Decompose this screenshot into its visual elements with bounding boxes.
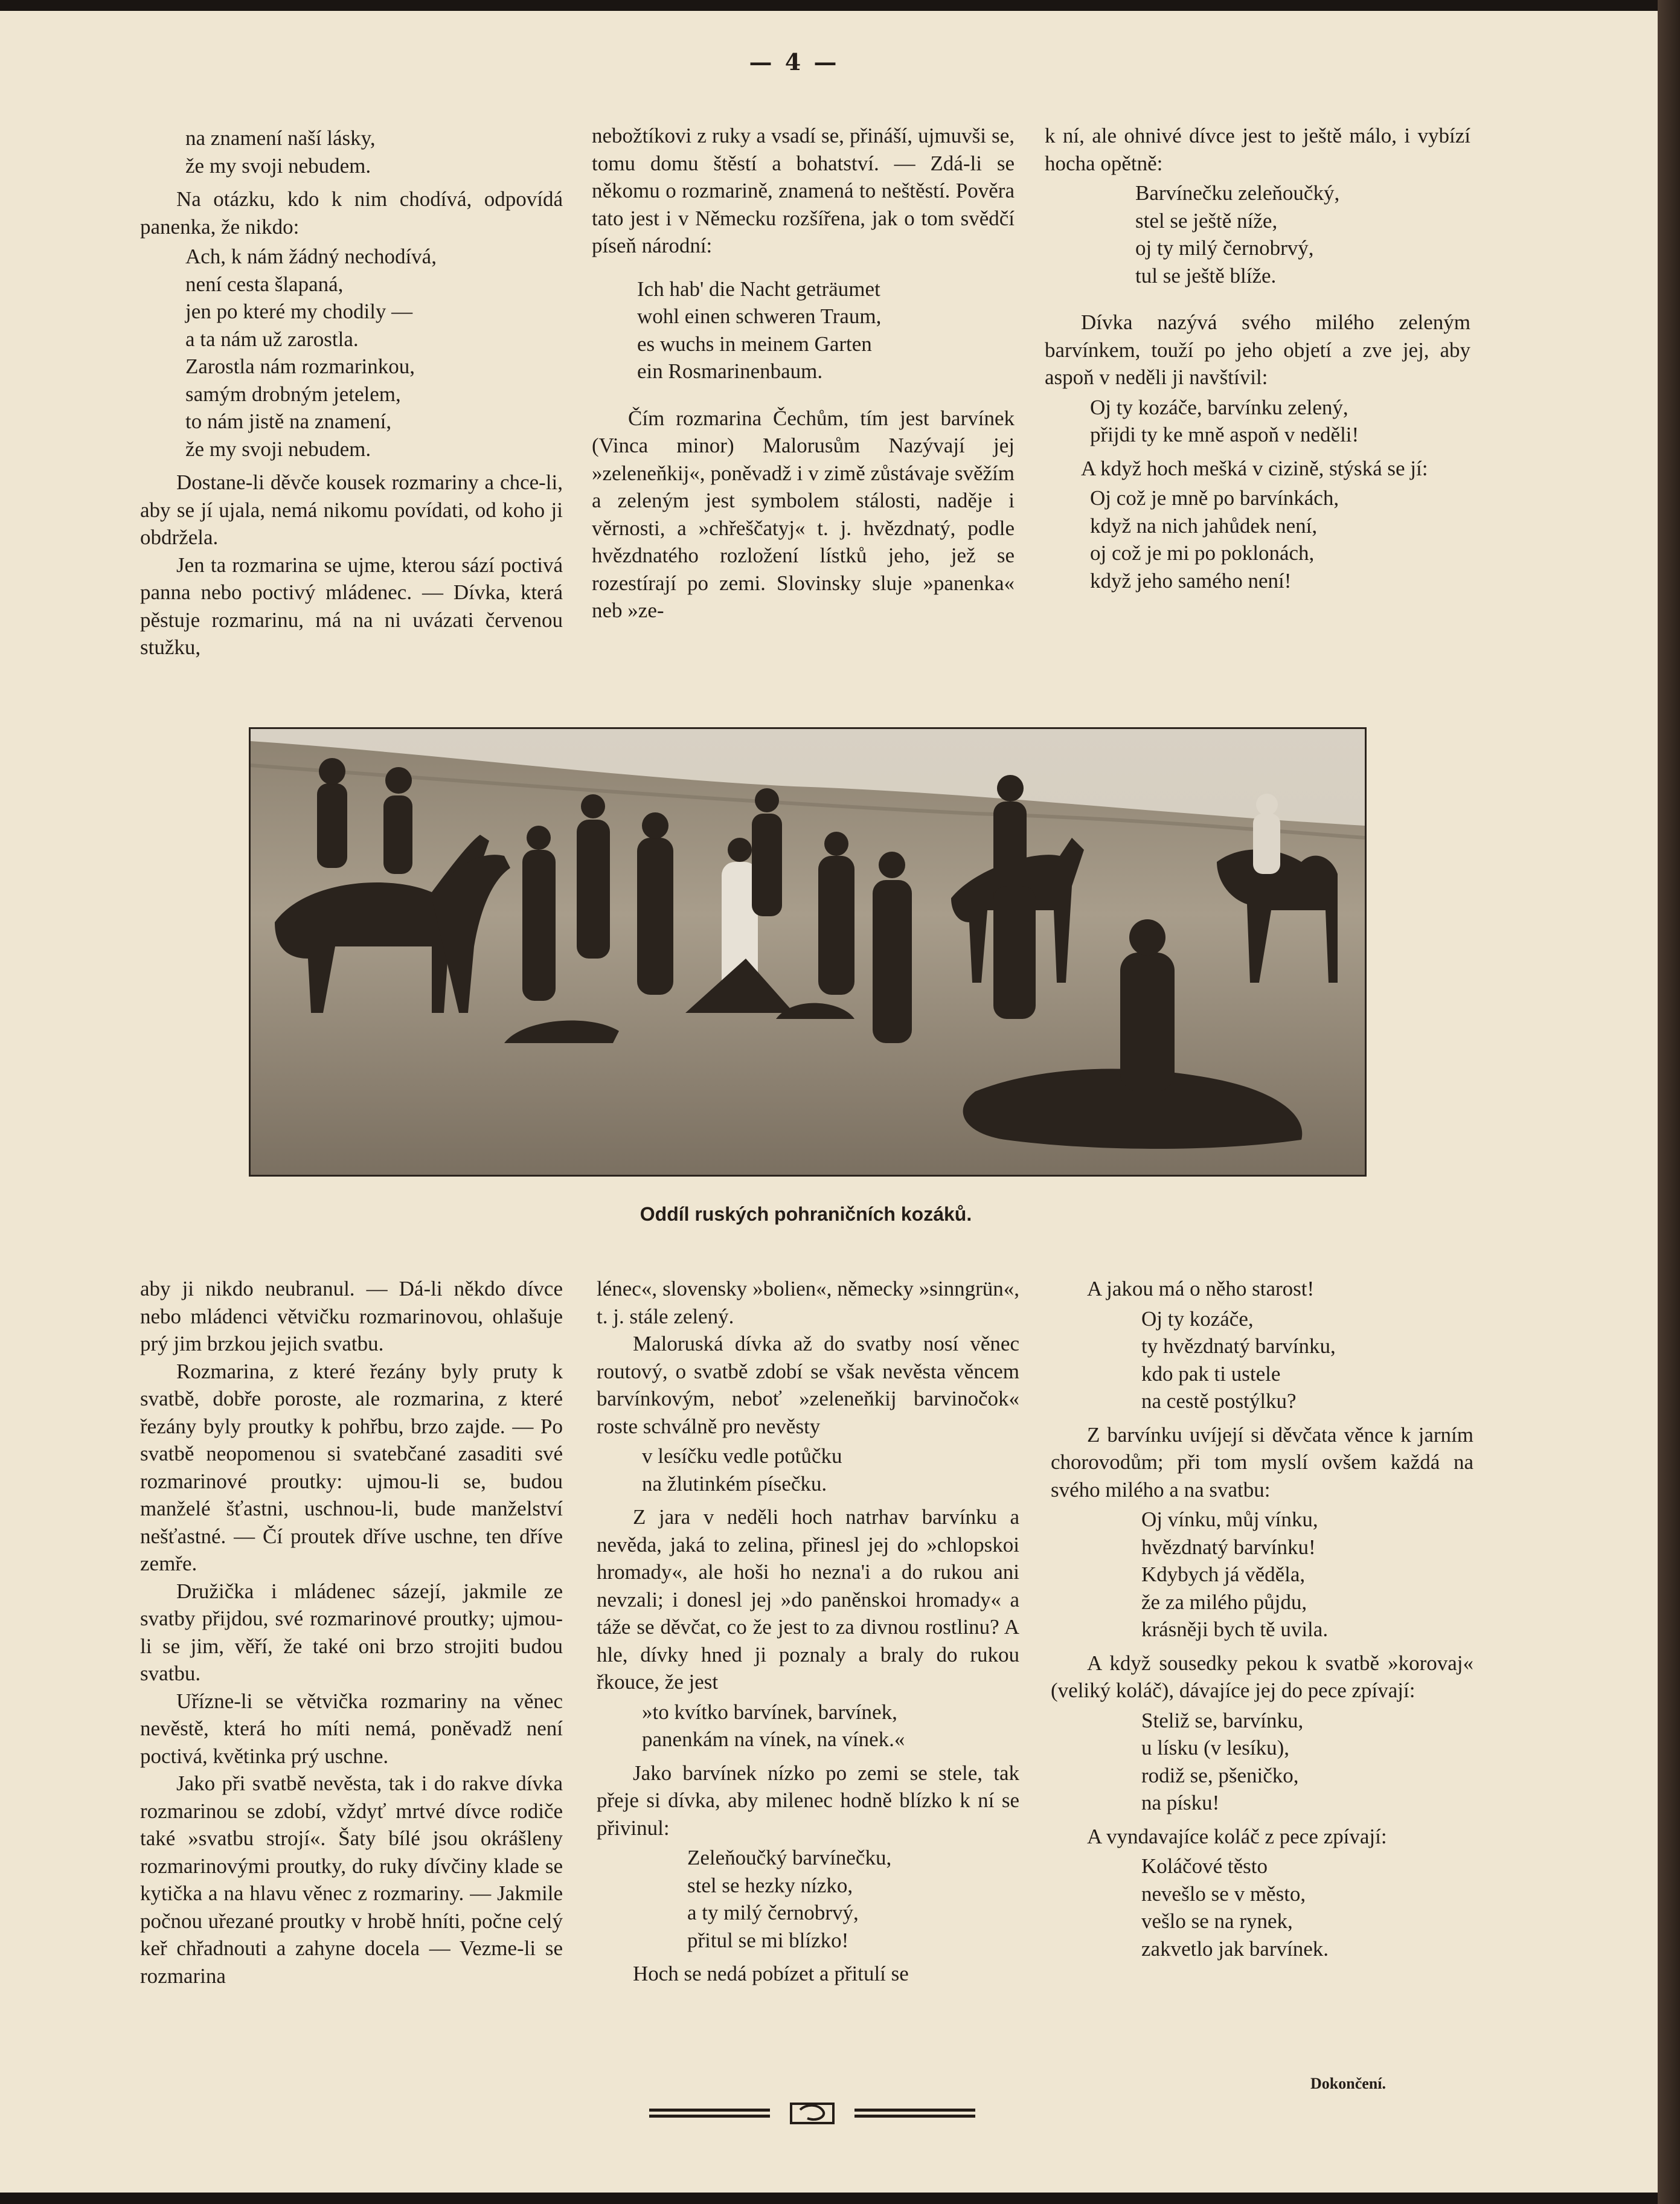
spacer — [592, 260, 1015, 273]
verse-stanza — [1051, 1852, 1473, 1962]
verse-line: vešlo se na rynek, — [1141, 1909, 1293, 1933]
verse-line: a ty milý černobrvý, — [687, 1901, 859, 1924]
verse-line: není cesta šlapaná, — [185, 272, 344, 296]
verse-line: stel se ještě níže, — [1135, 208, 1278, 233]
verse-stanza — [597, 1844, 1019, 1954]
verse-line: ty hvězdnatý barvínku, — [1141, 1334, 1336, 1358]
verse-stanza — [1045, 394, 1470, 449]
verse-stanza — [592, 275, 1015, 385]
verse-stanza — [1045, 179, 1470, 289]
verse-line: Barvínečku zeleňoučký, — [1135, 181, 1340, 205]
verse-line: že my svoji nebudem. — [185, 437, 371, 461]
verse-line: es wuchs in meinem Garten — [637, 332, 872, 356]
verse-stanza — [140, 124, 563, 179]
verse-line: wohl einen schweren Traum, — [637, 304, 882, 328]
paragraph: k ní, ale ohnivé dívce jest to ještě málo, i vybízí hocha opětně: — [1045, 124, 1470, 175]
paragraph: Čím rozmarina Čechům, tím jest barvínek (Vinca minor) Malorusům Nazývají jej »zeleneňkij«, poněvadž i v zimě zůstávaje svěžím a zeleným jest symbolem stálosti, naděje i věrnosti, a »chřeščatyj« t. j. hvězdnatý, podle hvězdnatého rozložení lístků jeho, jež se rozestírají po zemi. Slovinsky sluje »panenka« neb »ze- — [592, 406, 1015, 622]
verse-line: Oj vínku, můj vínku, — [1141, 1508, 1318, 1531]
verse-stanza — [1051, 1506, 1473, 1643]
verse-line: v lesíčku vedle potůčku — [642, 1444, 842, 1468]
text-column-top-middle — [592, 122, 1015, 625]
verse-line: tul se ještě blíže. — [1135, 263, 1277, 288]
magazine-page — [0, 11, 1658, 2193]
verse-line: na žlutinkém písečku. — [642, 1471, 827, 1496]
paragraph: A vyndavajíce koláč z pece zpívají: — [1087, 1824, 1387, 1848]
verse-line: když jeho samého není! — [1090, 568, 1292, 593]
verse-line: Ich hab' die Nacht geträumet — [637, 277, 880, 301]
verse-line: Zarostla nám rozmarinkou, — [185, 355, 415, 378]
paragraph: nebožtíkovi z ruky a vsadí se, přináší, ujmuvši se, tomu domu štěstí a bohatství. — Zdá-li se někomu o rozmarině, znamená to neštěstí. Pověra tato jest i v Německu rozšířena, jak o tom svědčí píseň národní: — [592, 124, 1015, 257]
verse-line: to nám jistě na znamení, — [185, 410, 392, 433]
verse-stanza — [1045, 484, 1470, 594]
paragraph: Jen ta rozmarina se ujme, kterou sází poctivá panna nebo poctivý mládenec. — Dívka, která pěstuje rozmarinu, má na ni uvázati červenou stužku, — [140, 553, 563, 659]
paragraph: lénec«, slovensky »bolien«, německy »sinngrün«, t. j. stále zelený. — [597, 1277, 1019, 1328]
verse-line: oj ty milý černobrvý, — [1135, 236, 1314, 260]
paragraph: A jakou má o něho starost! — [1087, 1277, 1315, 1300]
photo-caption: Oddíl ruských pohraničních kozáků. — [640, 1203, 972, 1225]
verse-line: u lísku (v lesíku), — [1141, 1736, 1289, 1759]
text-column-bottom-right — [1051, 1275, 1473, 1968]
verse-line: že za milého půjdu, — [1141, 1590, 1307, 1614]
paragraph: Jako při svatbě nevěsta, tak i do rakve dívka rozmarinou se zdobí, vždyť mrtvé dívce rodiče také »svatbu strojí«. Šaty bílé jsou okrášleny rozmarinovými proutky, do ruky dívčiny klade se kytička a na hlavu věnec z rozmariny. — Jakmile počnou uřezané proutky v hrobě hníti, počne celý keř chřadnouti a zahyne docela — Vezme-li se rozmarina — [140, 1772, 563, 1988]
verse-line: kdo pak ti ustele — [1141, 1361, 1281, 1386]
verse-stanza — [1051, 1707, 1473, 1817]
paragraph: aby ji nikdo neubranul. — Dá-li někdo dívce nebo mládenci větvičku rozmarinovou, ohlašuje prý jim brzkou jejich svatbu. — [140, 1277, 563, 1355]
verse-stanza — [597, 1698, 1019, 1753]
verse-line: panenkám na vínek, na vínek.« — [642, 1727, 905, 1751]
verse-line: na znamení naší lásky, — [185, 126, 376, 150]
verse-line: když na nich jahůdek není, — [1090, 513, 1318, 538]
verse-line: oj což je mi po poklonách, — [1090, 541, 1315, 565]
verse-line: Koláčové těsto — [1141, 1854, 1268, 1878]
spacer — [1045, 295, 1470, 309]
verse-stanza — [1051, 1305, 1473, 1415]
text-column-bottom-left — [140, 1275, 563, 1990]
verse-line: krásněji bych tě uvila. — [1141, 1618, 1329, 1641]
paragraph: Hoch se nedá pobízet a přitulí se — [633, 1962, 909, 1985]
verse-line: samým drobným jetelem, — [185, 382, 401, 406]
paragraph: A když sousedky pekou k svatbě »korovaj« (veliký koláč), dávajíce jej do pece zpívají: — [1051, 1651, 1473, 1702]
verse-line: rodiž se, pšeničko, — [1141, 1763, 1299, 1787]
verse-line: na cestě postýlku? — [1141, 1389, 1297, 1413]
paragraph: A když hoch mešká v cizině, stýská se jí: — [1081, 456, 1428, 480]
paragraph: Maloruská dívka až do svatby nosí věnec routový, o svatbě zdobí se však nevěsta věncem barvínkovým, neboť »zeleneňkij barvinočok« roste schválně pro nevěsty — [597, 1332, 1019, 1438]
verse-line: na písku! — [1141, 1791, 1220, 1814]
verse-line: hvězdnatý barvínku! — [1141, 1535, 1316, 1559]
verse-line: že my svoji nebudem. — [185, 153, 371, 178]
verse-line: Ach, k nám žádný nechodívá, — [185, 245, 437, 268]
paragraph: Rozmarina, z které řezány byly pruty k svatbě, dobře poroste, ale rozmarina, z které řezány byly proutky k pohřbu, brzo zajde. — Po svatbě neopomenou si svatebčané zasaditi své rozmarinové proutky: ujmou-li se, budou manželé šťastni, uschnou-li, bude manželství nešťastné. — Čí proutek dříve uschne, ten dříve zemře. — [140, 1359, 563, 1575]
verse-line: ein Rosmarinenbaum. — [637, 359, 823, 383]
text-column-top-left — [140, 122, 563, 661]
cossack-photo-illustration — [251, 729, 1365, 1175]
text-column-bottom-middle — [597, 1275, 1019, 1988]
paragraph: Jako barvínek nízko po zemi se stele, tak přeje si dívka, aby milenec hodně blízko k ní se přivinul: — [597, 1761, 1019, 1840]
end-ornament — [649, 2098, 975, 2128]
verse-line: a ta nám už zarostla. — [185, 327, 359, 351]
paragraph: Z barvínku uvíjejí si děvčata věnce k jarním chorovodům; při tom myslí ovšem každá na svého milého a na svatbu: — [1051, 1422, 1473, 1502]
page-number: — 4 — — [749, 48, 839, 76]
verse-line: nevešlo se v město, — [1141, 1881, 1306, 1906]
to-be-continued-note: Dokončení. — [1310, 2075, 1386, 2092]
paragraph: Na otázku, kdo k nim chodívá, odpovídá panenka, že nikdo: — [140, 187, 563, 239]
verse-line: přitul se mi blízko! — [687, 1928, 849, 1952]
verse-line: »to kvítko barvínek, barvínek, — [642, 1700, 897, 1724]
paragraph: Družička i mládenec sázejí, jakmile ze svatby přijdou, své rozmarinové proutky; ujmou-li se jim, věří, že také oni brzo strojiti budou svatbu. — [140, 1579, 563, 1685]
verse-line: stel se hezky nízko, — [687, 1873, 853, 1897]
text-column-top-right — [1045, 122, 1470, 600]
paragraph: Dívka nazývá svého milého zeleným barvínkem, touží po jeho objetí a zve jej, aby aspoň v neděli ji navštívil: — [1045, 310, 1470, 389]
verse-line: Oj což je mně po barvínkách, — [1090, 486, 1339, 510]
verse-line: Oj ty kozáče, barvínku zelený, — [1090, 395, 1348, 419]
verse-line: Oj ty kozáče, — [1141, 1306, 1254, 1331]
verse-line: Zeleňoučký barvínečku, — [687, 1846, 892, 1869]
verse-stanza — [140, 243, 563, 463]
verse-line: jen po které my chodily — — [185, 300, 413, 323]
verse-line: přijdi ty ke mně aspoň v neděli! — [1090, 423, 1359, 446]
spacer — [592, 391, 1015, 405]
paragraph: Uřízne-li se větvička rozmariny na věnec nevěstě, která ho míti nemá, poněvadž není poctivá, květinka prý uschne. — [140, 1689, 563, 1768]
book-binding-edge — [1658, 0, 1680, 2204]
paragraph: Z jara v neděli hoch natrhav barvínku a nevěda, jaká to zelina, přinesl jej do »chlopskoi hromady«, ale hoši ho nezna'i a do rukou ani nevzali; i donesl jej »do paněnskoi hromady« a táže se děvčat, co že jest to za divnou rostlinu? A hle, dívky hned ji poznaly a braly do rukou řkouce, že jest — [597, 1505, 1019, 1694]
verse-line: Steliž se, barvínku, — [1141, 1708, 1304, 1732]
verse-line: zakvetlo jak barvínek. — [1141, 1936, 1329, 1961]
verse-stanza — [597, 1442, 1019, 1497]
cossack-photo — [249, 727, 1367, 1177]
paragraph: Dostane-li děvče kousek rozmariny a chce-li, aby se jí ujala, nemá nikomu povídati, od koho ji obdržela. — [140, 471, 563, 549]
verse-line: Kdybych já věděla, — [1141, 1563, 1306, 1586]
